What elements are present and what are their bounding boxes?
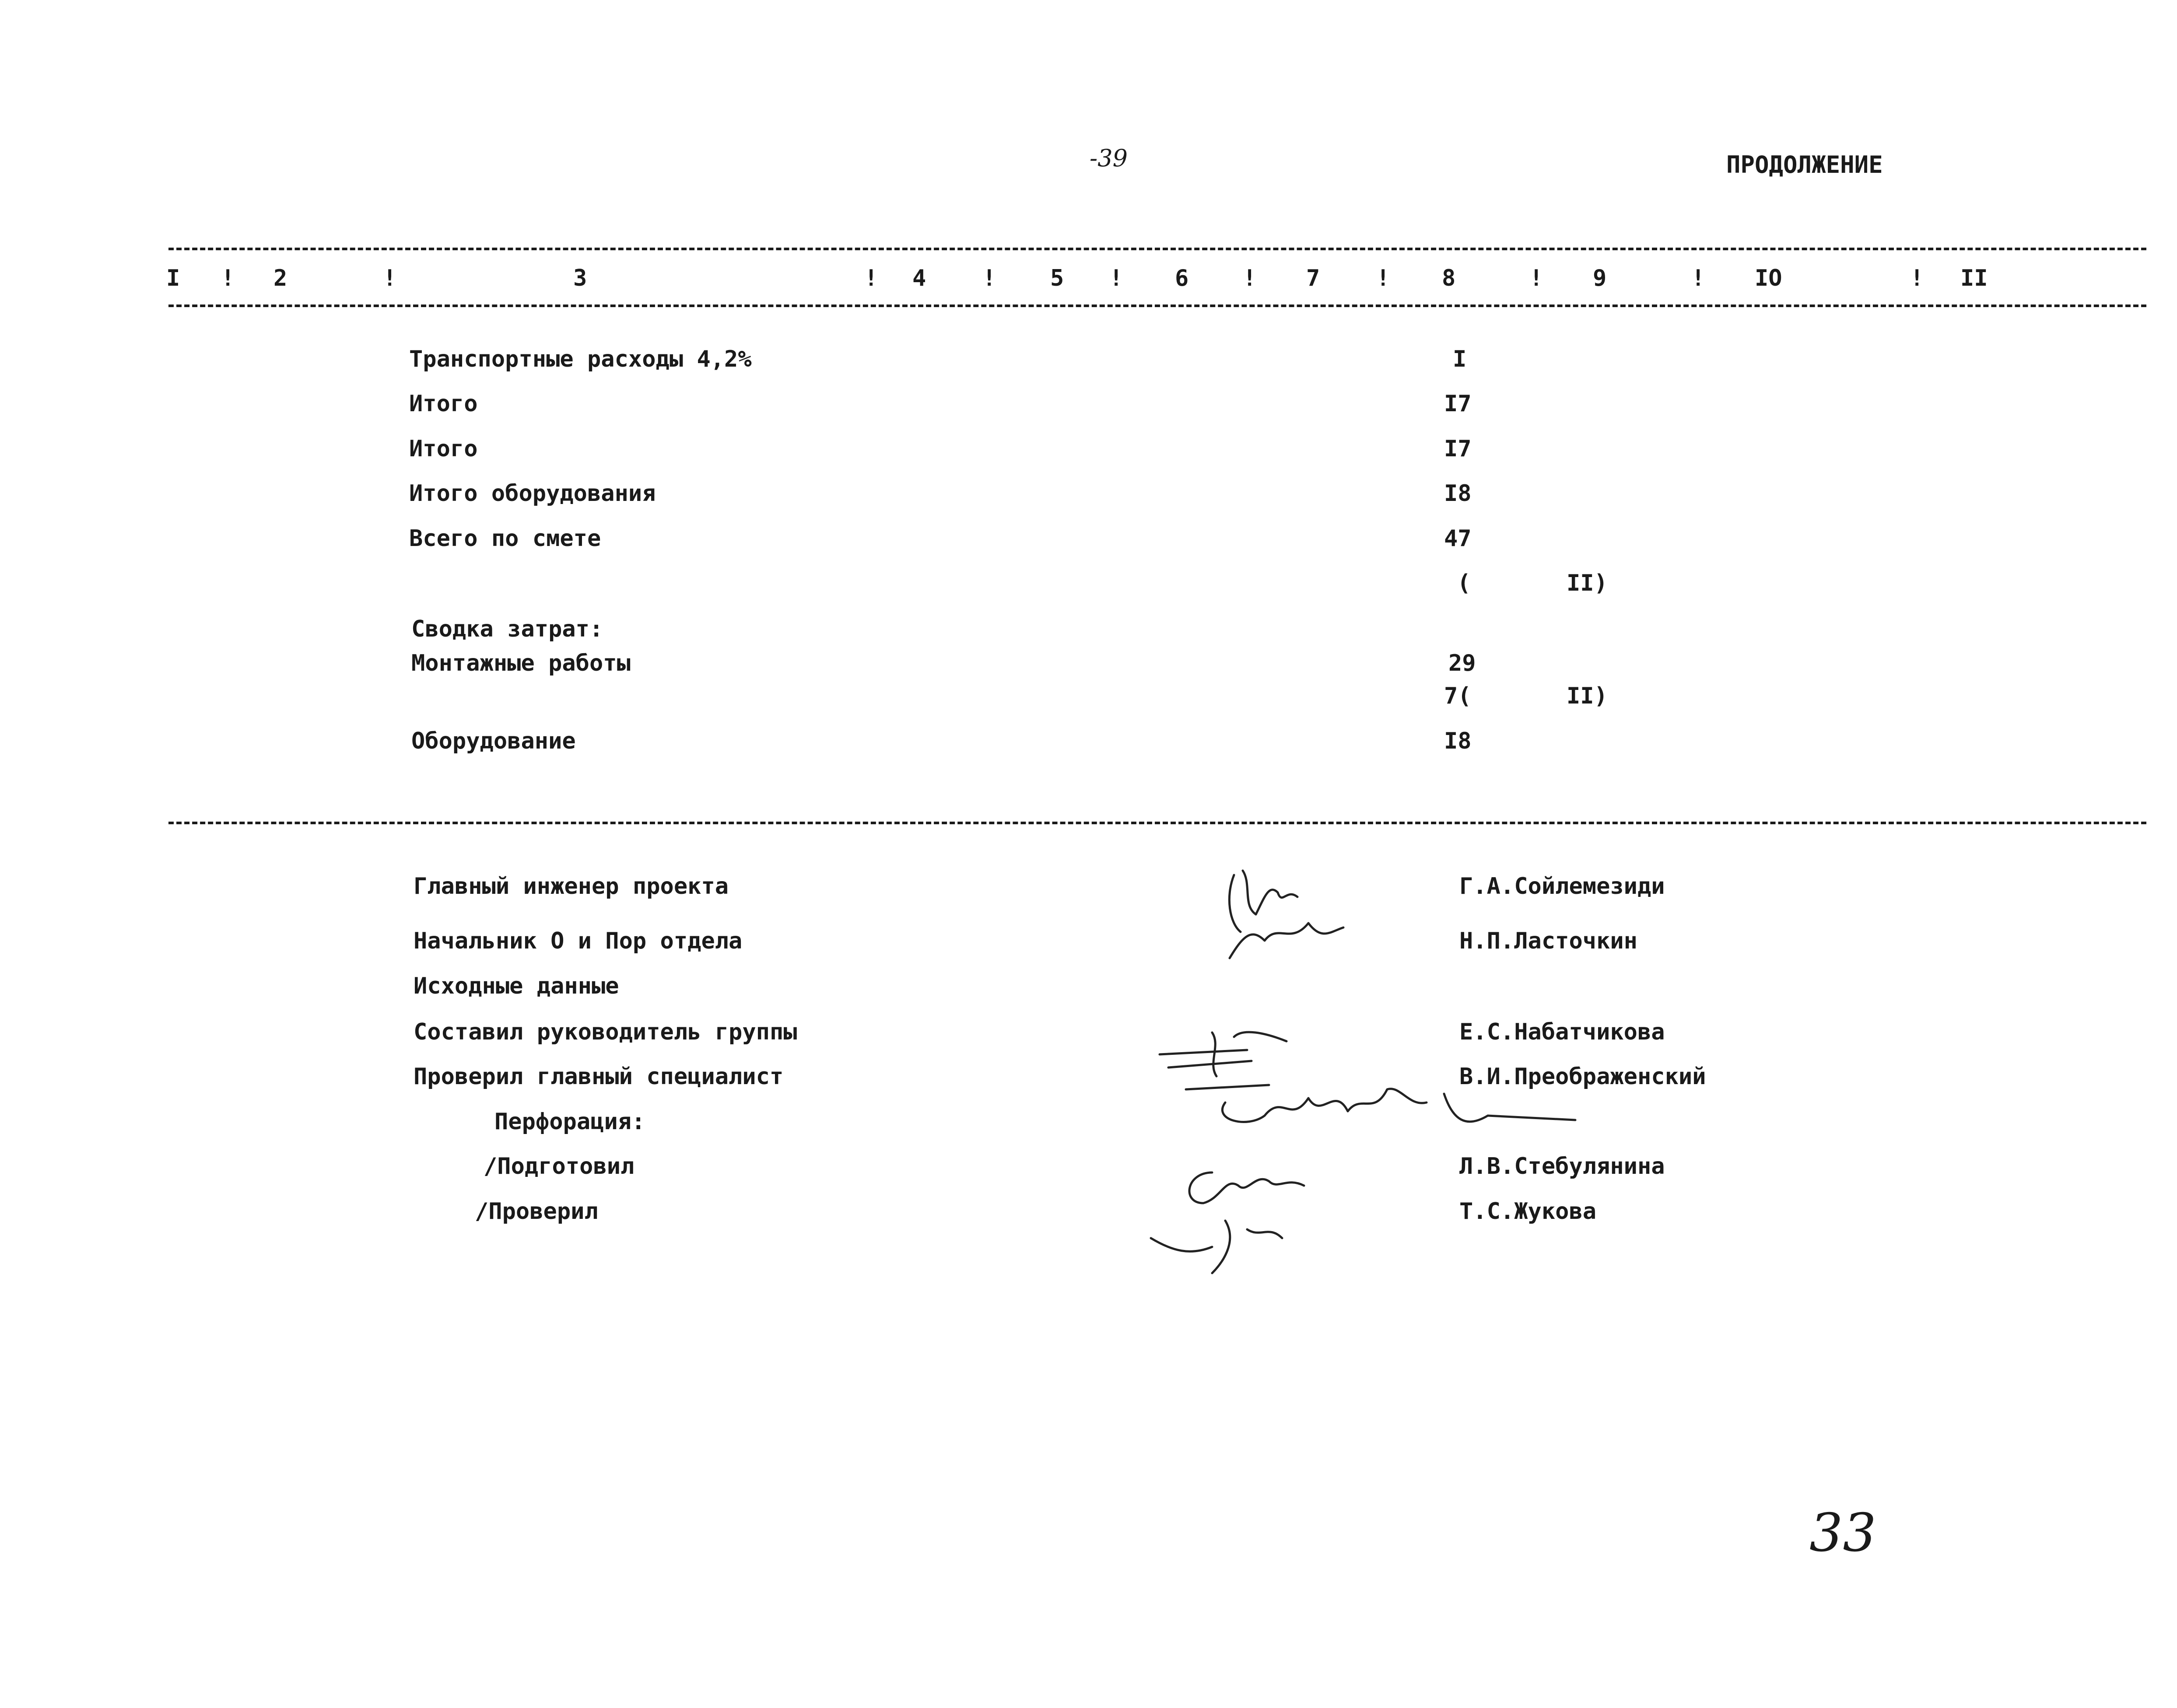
handwritten-page-number: 33 [1809,1503,1876,1564]
row-value-col8: I7 [1444,436,1472,462]
column-number: 5 [1050,265,1064,291]
signatory-role: Исходные данные [414,973,619,999]
column-number: 9 [1593,265,1607,291]
column-separator: ! [1910,265,1924,291]
column-separator: ! [1376,265,1390,291]
table-header-rule [168,304,2146,307]
perforation-checked-label: /Проверил [475,1198,598,1225]
signature-perforation [1138,1155,1365,1278]
signatory-role: Начальник О и Пор отдела [414,928,743,954]
summary-title: Сводка затрат: [411,616,603,642]
summary-row-value-col8: 29 [1448,650,1476,676]
continuation-label: ПРОДОЛЖЕНИЕ [1726,151,1883,178]
row-value-col8: I8 [1444,480,1472,507]
table-bottom-rule [168,822,2146,824]
row-label: Всего по смете [409,525,601,552]
row-label: Итого оборудования [409,480,656,507]
signatory-name: В.И.Преображенский [1459,1064,1706,1090]
column-number: IO [1755,265,1782,291]
column-number: 2 [273,265,287,291]
signature-chief-specialist [1181,1068,1597,1146]
row-label: Итого [409,391,478,417]
column-number: 4 [912,265,926,291]
perforation-prepared-label: /Подготовил [484,1153,635,1180]
column-separator: ! [1243,265,1257,291]
signatory-role: Составил руководитель группы [414,1019,797,1045]
perforation-checked-name: Т.С.Жукова [1459,1198,1597,1225]
signatory-role: Проверил главный специалист [414,1064,784,1090]
column-separator: ! [1529,265,1543,291]
column-separator: ! [221,265,235,291]
row-label: Транспортные расходы 4,2% [409,346,752,372]
perforation-title: Перфорация: [494,1109,645,1135]
row-value-col8: 47 [1444,525,1472,552]
signatory-name: Е.С.Набатчикова [1459,1019,1665,1045]
signatory-name: Г.А.Сойлемезиди [1459,873,1665,900]
summary-row-value-col9: II) [1567,683,1608,709]
column-number: 6 [1175,265,1189,291]
summary-row-label: Оборудование [411,728,576,754]
column-number: I [166,265,180,291]
column-separator: ! [383,265,397,291]
column-separator: ! [982,265,996,291]
summary-row-label: Монтажные работы [411,650,631,676]
table-top-rule [168,248,2146,250]
row-label: Итого [409,436,478,462]
signatory-name: Н.П.Ласточкин [1459,928,1637,954]
column-number: 3 [573,265,587,291]
row-value-col8: I7 [1444,391,1472,417]
row-value-col9: II) [1567,570,1608,596]
page-marker: -39 [1090,144,1128,172]
column-separator: ! [864,265,878,291]
summary-row-value-col8: I8 [1444,728,1472,754]
column-separator: ! [1109,265,1123,291]
perforation-prepared-name: Л.В.Стебулянина [1459,1153,1665,1180]
summary-row-value-col8: 7( [1444,683,1472,709]
column-number: II [1960,265,1988,291]
row-value-col8: ( [1457,570,1471,596]
row-value-col8: I [1453,346,1467,372]
column-separator: ! [1691,265,1705,291]
signatory-role: Главный инженер проекта [414,873,729,900]
column-number: 7 [1306,265,1320,291]
column-number: 8 [1442,265,1456,291]
signature-chief-engineer [1216,858,1357,971]
